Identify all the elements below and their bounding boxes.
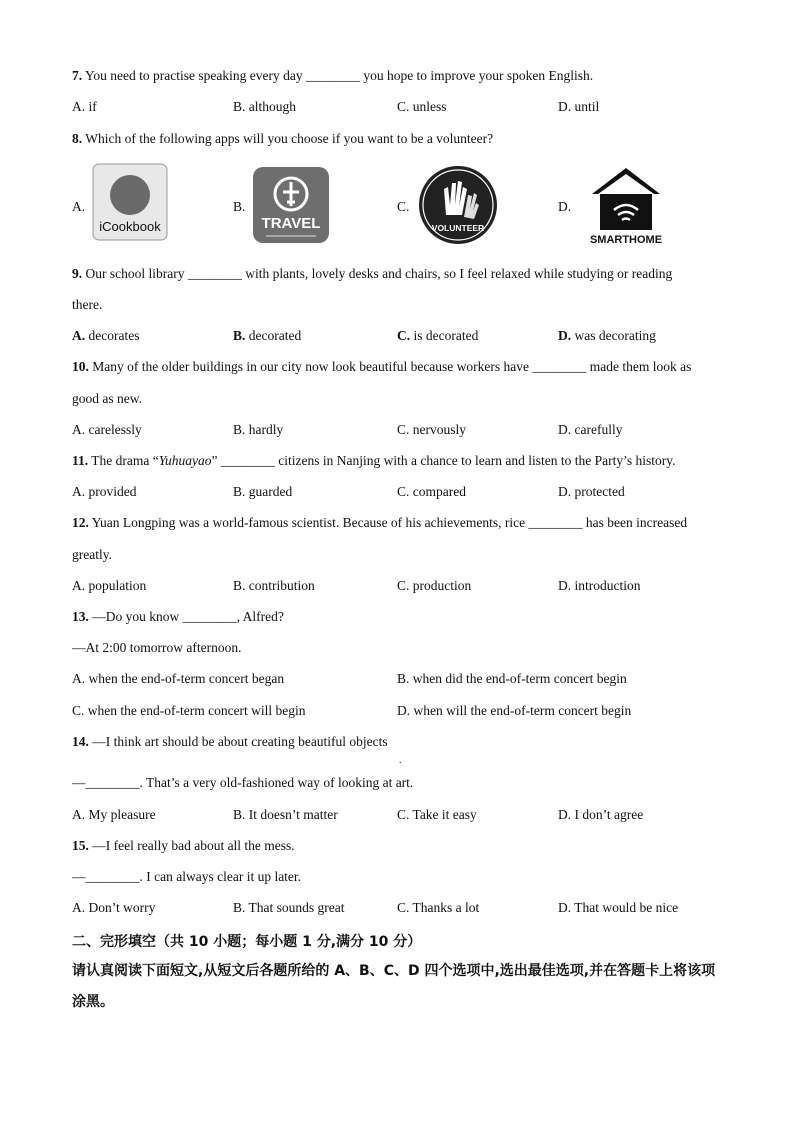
option-c[interactable]: C. Thanks a lot [397, 900, 480, 915]
option-c[interactable]: C. nervously [397, 422, 466, 437]
travel-label: TRAVEL [261, 215, 321, 232]
section-instruction: 请认真阅读下面短文,从短文后各题所给的 A、B、C、D 四个选项中,选出最佳选项,并在答题卡上将该项涂黑。 [72, 963, 716, 1010]
question-text: The drama “ [88, 453, 159, 468]
dialogue-reply: —At 2:00 tomorrow afternoon. [72, 640, 242, 655]
option-a[interactable]: A. Don’t worry [72, 900, 156, 915]
option-d[interactable]: D. carefully [558, 422, 623, 437]
option-b[interactable]: B. contribution [233, 578, 315, 593]
question-7 [72, 68, 593, 84]
option-a[interactable]: A. My pleasure [72, 807, 156, 822]
option-b[interactable]: B. It doesn’t matter [233, 807, 338, 822]
option-a-letter: A. [72, 199, 86, 214]
option-c[interactable]: C. when the end-of-term concert will begin [72, 703, 306, 718]
question-text-continued: greatly. [72, 547, 112, 562]
option-text: decorated [245, 328, 302, 343]
option-label: A. [72, 328, 86, 343]
option-d[interactable]: D. when will the end-of-term concert begin [397, 703, 632, 718]
option-a[interactable]: A. when the end-of-term concert began [72, 671, 285, 686]
question-10 [72, 359, 691, 375]
question-number: 14. [72, 734, 89, 749]
question-text-continued: good as new. [72, 391, 142, 406]
option-b[interactable] [233, 328, 301, 344]
question-number: 9. [72, 266, 83, 281]
question-number: 12. [72, 515, 89, 530]
question-text: Our school library ________ with plants, lovely desks and chairs, so I feel relaxed while studying or reading [82, 266, 673, 281]
question-number: 13. [72, 609, 89, 624]
option-d[interactable]: D. introduction [558, 578, 641, 593]
dialogue-reply: —________. That’s a very old-fashioned way of looking at art. [72, 775, 414, 790]
question-text: ” ________ citizens in Nanjing with a chance to learn and listen to the Party’s history. [211, 453, 676, 468]
option-b[interactable]: B. guarded [233, 484, 293, 499]
option-b[interactable]: B. when did the end-of-term concert begin [397, 671, 627, 686]
question-11 [72, 453, 676, 469]
option-d[interactable] [558, 328, 656, 344]
question-text-continued: there. [72, 297, 103, 312]
volunteer-app-icon[interactable] [418, 165, 498, 245]
travel-app-icon[interactable] [252, 166, 330, 244]
question-text: You need to practise speaking every day ________ you hope to improve your spoken English. [82, 68, 594, 83]
dialogue-reply: —________. I can always clear it up later. [72, 869, 302, 884]
question-number: 10. [72, 359, 89, 374]
option-b-letter: B. [233, 199, 246, 214]
option-label: D. [558, 328, 572, 343]
option-d-letter: D. [558, 199, 572, 214]
option-b[interactable]: B. although [233, 99, 296, 114]
option-b[interactable]: B. That sounds great [233, 900, 345, 915]
option-a[interactable]: A. if [72, 99, 97, 114]
question-13 [72, 609, 284, 625]
option-a[interactable]: A. provided [72, 484, 137, 499]
option-a[interactable] [72, 328, 139, 344]
option-text: was decorating [571, 328, 656, 343]
option-c-letter: C. [397, 199, 410, 214]
question-9 [72, 266, 672, 282]
option-b[interactable]: B. hardly [233, 422, 284, 437]
question-14 [72, 734, 388, 750]
option-c[interactable]: C. compared [397, 484, 466, 499]
option-label: B. [233, 328, 246, 343]
question-text: Many of the older buildings in our city now look beautiful because workers have ________ made them look as [88, 359, 692, 374]
option-c[interactable]: C. Take it easy [397, 807, 477, 822]
volunteer-label: VOLUNTEER [431, 223, 485, 233]
question-text: —Do you know ________, Alfred? [88, 609, 284, 624]
option-label: C. [397, 328, 411, 343]
option-c[interactable]: C. unless [397, 99, 447, 114]
question-text: Yuan Longping was a world-famous scientist. Because of his achievements, rice ________ has been increased [88, 515, 688, 530]
option-c[interactable]: C. production [397, 578, 472, 593]
question-8 [72, 131, 493, 147]
smarthome-label: SMARTHOME [589, 234, 663, 246]
question-number: 7. [72, 68, 83, 83]
question-15 [72, 838, 295, 854]
section-title: 二、完形填空（共 10 小题；每小题 1 分,满分 10 分） [72, 934, 422, 950]
option-a[interactable]: A. carelessly [72, 422, 142, 437]
option-d[interactable]: D. until [558, 99, 600, 114]
question-number: 8. [72, 131, 83, 146]
question-text: Which of the following apps will you choose if you want to be a volunteer? [82, 131, 494, 146]
question-number: 11. [72, 453, 89, 468]
question-12 [72, 515, 687, 531]
question-text: —I think art should be about creating beautiful objects [88, 734, 388, 749]
stray-dot: . [399, 755, 402, 766]
option-d[interactable]: D. That would be nice [558, 900, 679, 915]
option-text: decorates [85, 328, 140, 343]
smarthome-app-icon[interactable] [588, 166, 664, 246]
icookbook-label: iCookbook [99, 219, 161, 234]
icookbook-app-icon[interactable] [92, 163, 168, 241]
drama-title: Yuhuayao [158, 453, 212, 468]
option-c[interactable] [397, 328, 478, 344]
question-number: 15. [72, 838, 89, 853]
option-text: is decorated [410, 328, 479, 343]
option-a[interactable]: A. population [72, 578, 147, 593]
option-d[interactable]: D. protected [558, 484, 625, 499]
option-d[interactable]: D. I don’t agree [558, 807, 644, 822]
question-text: —I feel really bad about all the mess. [88, 838, 295, 853]
